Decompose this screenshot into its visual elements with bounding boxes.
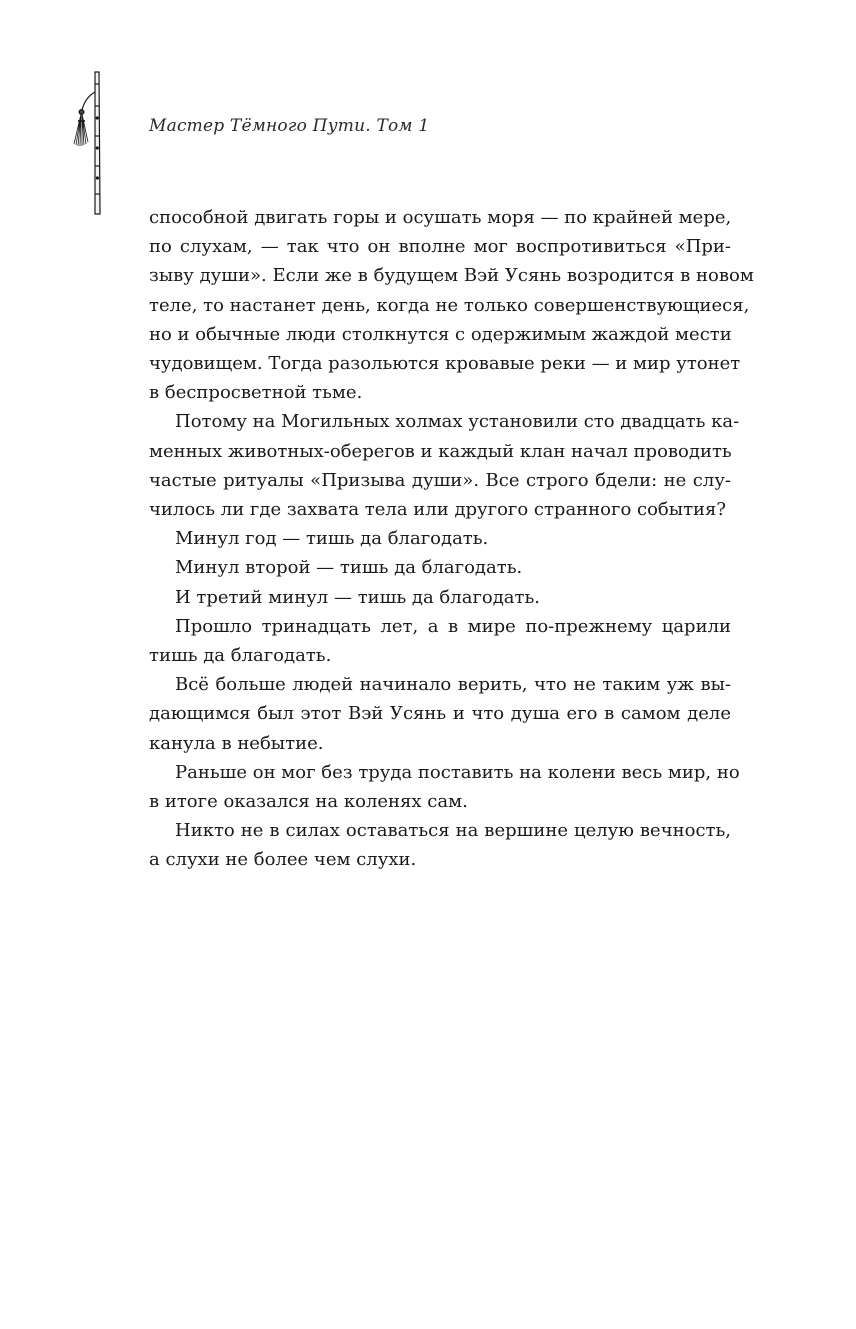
text-line: а слухи не более чем слухи. <box>149 849 417 871</box>
paragraph <box>149 553 731 582</box>
text-line: но и обычные люди столкнутся с одержимым жаждой мести <box>149 323 732 345</box>
text-line: Минул второй — тишь да благодать. <box>175 557 523 579</box>
paragraph <box>149 203 754 407</box>
paragraph <box>149 583 731 612</box>
paragraph <box>149 612 731 670</box>
text-line: по слухам, — так что он вполне мог воспротивиться «При- <box>149 236 731 258</box>
text-line: частые ритуалы «Призыва души». Все строго бдели: не слу- <box>149 469 731 491</box>
text-line: дающимся был этот Вэй Усянь и что душа его в самом деле <box>149 703 731 725</box>
text-line: теле, то настанет день, когда не только совершенствующиеся, <box>149 294 750 316</box>
text-line: чилось ли где захвата тела или другого странного события? <box>149 499 727 521</box>
text-line: И третий минул — тишь да благодать. <box>175 586 541 608</box>
flute-with-tassel-icon <box>62 66 112 216</box>
text-line: тишь да благодать. <box>149 645 332 667</box>
body-text <box>149 203 754 875</box>
text-line: зыву души». Если же в будущем Вэй Усянь возродится в новом <box>149 265 754 287</box>
paragraph <box>149 758 740 816</box>
paragraph <box>149 407 740 524</box>
text-line: способной двигать горы и осушать моря — по крайней мере, <box>149 207 732 228</box>
paragraph <box>149 670 731 758</box>
text-line: менных животных-оберегов и каждый клан начал проводить <box>149 440 732 462</box>
text-line: Всё больше людей начинало верить, что не таким уж вы- <box>175 674 731 696</box>
paragraph <box>149 524 731 553</box>
text-line: канула в небытие. <box>149 732 324 754</box>
text-line: чудовищем. Тогда разольются кровавые реки — и мир утонет <box>149 353 741 375</box>
text-line: Раньше он мог без труда поставить на колени весь мир, но <box>175 761 740 783</box>
text-line: Минул год — тишь да благодать. <box>175 528 489 550</box>
text-line: в итоге оказался на коленях сам. <box>149 791 468 813</box>
text-line: в беспросветной тьме. <box>149 382 363 404</box>
text-line: Потому на Могильных холмах установили сто двадцать ка- <box>175 411 740 433</box>
paragraph <box>149 816 731 874</box>
text-line: Никто не в силах оставаться на вершине целую вечность, <box>175 820 731 842</box>
running-head: Мастер Тёмного Пути. Том 1 <box>149 116 430 136</box>
text-line: Прошло тринадцать лет, а в мире по-прежнему царили <box>175 615 731 637</box>
